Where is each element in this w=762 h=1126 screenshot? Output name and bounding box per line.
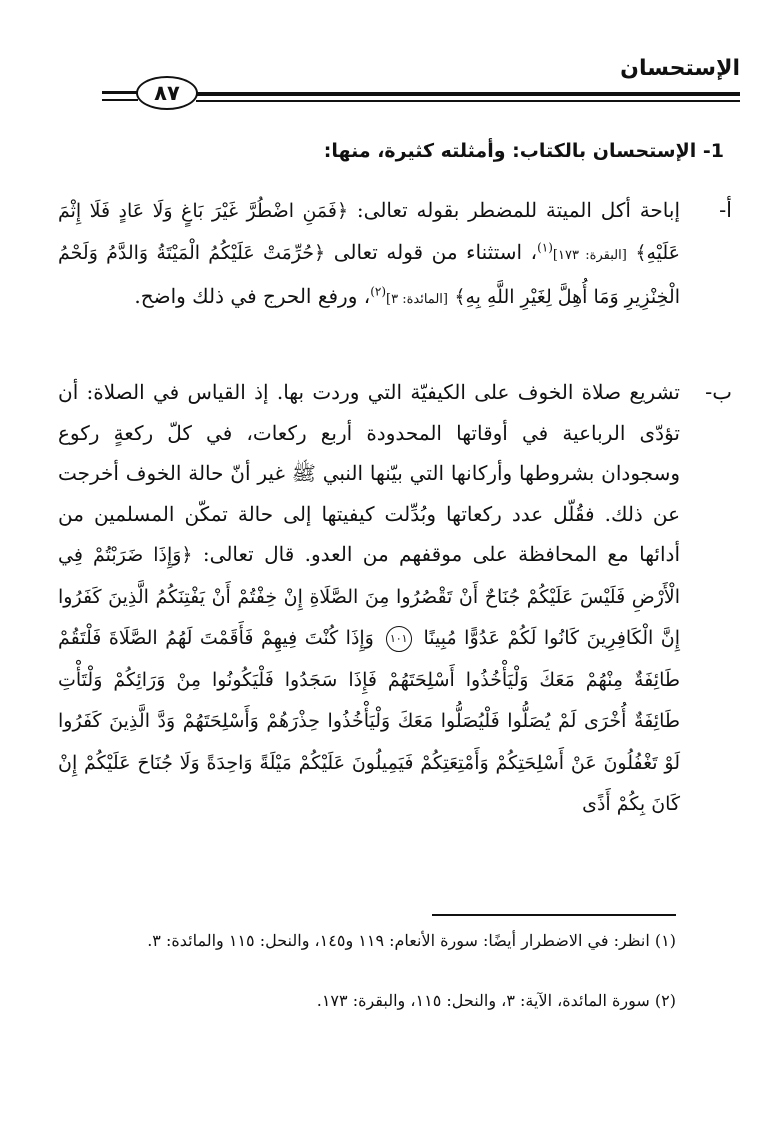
- header-rule-left-bottom: [102, 99, 138, 101]
- item-body: [58, 190, 680, 321]
- header-rule-left-top: [102, 91, 138, 94]
- quran-verse: وَإِذَا كُنْتَ فِيهِمْ فَأَقَمْتَ لَهُمُ الصَّلَاةَ فَلْتَقُمْ طَائِفَةٌ مِنْهُمْ مَعَكَ وَلْيَأْخُذُوا أَسْلِحَتَهُمْ فَإِذَا سَجَدُوا فَلْيَكُونُوا مِنْ وَرَائِكُمْ وَلْتَأْتِ طَائِفَةٌ أُخْرَى لَمْ يُصَلُّوا فَلْيُصَلُّوا مَعَكَ وَلْيَأْخُذُوا حِذْرَهُمْ وَأَسْلِحَتَهُمْ وَدَّ الَّذِينَ كَفَرُوا لَوْ تَغْفُلُونَ عَنْ أَسْلِحَتِكُمْ وَأَمْتِعَتِكُمْ فَيَمِيلُونَ عَلَيْكُمْ مَيْلَةً وَاحِدَةً وَلَا جُنَاحَ عَلَيْكُمْ إِنْ كَانَ بِكُمْ أَذًى: [58, 627, 680, 815]
- page-number: ٨٧: [154, 81, 180, 105]
- verse-number: ١٠١: [389, 632, 408, 645]
- footnote-text: انظر: في الاضطرار أيضًا: سورة الأنعام: ١١٩ و١٤٥، والنحل: ١١٥ والمائدة: ٣.: [147, 931, 650, 950]
- footnote-1: [68, 926, 676, 956]
- running-title: الإستحسان: [620, 56, 740, 81]
- verse-source: [المائدة: ٣]: [386, 292, 448, 307]
- verse-number-ornament: [386, 626, 412, 652]
- quran-verse: ﴿فَمَنِ اضْطُرَّ غَيْرَ بَاغٍ وَلَا عَادٍ فَلَا إِثْمَ عَلَيْهِ﴾: [58, 200, 681, 264]
- footnote-text: سورة المائدة، الآية: ٣، والنحل: ١١٥، والبقرة: ١٧٣.: [316, 991, 650, 1010]
- item-letter: ب-: [705, 380, 732, 404]
- item-text: تشريع صلاة الخوف على الكيفيّة التي وردت بها. إذ القياس في الصلاة: أن تؤدّى الرباعية في أوقاتها المحدودة أربع ركعات، في كلّ ركعةٍ ركوع وسجودان بشروطها وأركانها التي بيّنها النبي ﷺ غير أنّ حالة الخوف أخرجت عن ذلك. فقُلّل عدد ركعاتها وبُدِّلت كيفيتها إلى حالة تمكّن المسلمين من أدائها مع المحافظة على موقفهم من العدو. قال تعالى:: [58, 380, 681, 566]
- footnote-ref: (٢): [370, 284, 387, 299]
- item-body: [58, 372, 680, 825]
- footnote-2: [68, 986, 676, 1016]
- footnote-number: (١): [654, 931, 676, 950]
- header-rule-thick: [196, 92, 740, 96]
- page-number-badge: [136, 76, 198, 110]
- quran-verse: ﴿حُرِّمَتْ عَلَيْكُمُ الْمَيْتَةُ وَالدَّمُ وَلَحْمُ الْخِنْزِيرِ وَمَا أُهِلَّ لِغَيْرِ اللَّهِ بِهِ﴾: [58, 241, 680, 308]
- quran-verse: ﴿وَإِذَا ضَرَبْتُمْ فِي الْأَرْضِ فَلَيْسَ عَلَيْكُمْ جُنَاحٌ أَنْ تَقْصُرُوا مِنَ الصَّلَاةِ إِنْ خِفْتُمْ أَنْ يَفْتِنَكُمُ الَّذِينَ كَفَرُوا إِنَّ الْكَافِرِينَ كَانُوا لَكُمْ عَدُوًّا مُبِينًا: [58, 544, 681, 649]
- footnote-separator: [432, 914, 676, 916]
- footnote-number: (٢): [654, 991, 676, 1010]
- section-heading: 1- الإستحسان بالكتاب: وأمثلته كثيرة، منها:: [323, 140, 724, 162]
- item-letter: أ-: [719, 198, 732, 222]
- item-text: ، استثناء من قوله تعالى: [333, 239, 538, 264]
- item-text: إباحة أكل الميتة للمضطر بقوله تعالى:: [356, 198, 681, 222]
- list-item-b: [58, 372, 732, 825]
- verse-source: [البقرة: ١٧٣]: [552, 247, 627, 263]
- list-item-a: [58, 190, 732, 321]
- footnote-ref: (١): [537, 239, 553, 254]
- item-text: ، ورفع الحرج في ذلك واضح.: [134, 284, 371, 308]
- header-rule-thin: [196, 100, 740, 102]
